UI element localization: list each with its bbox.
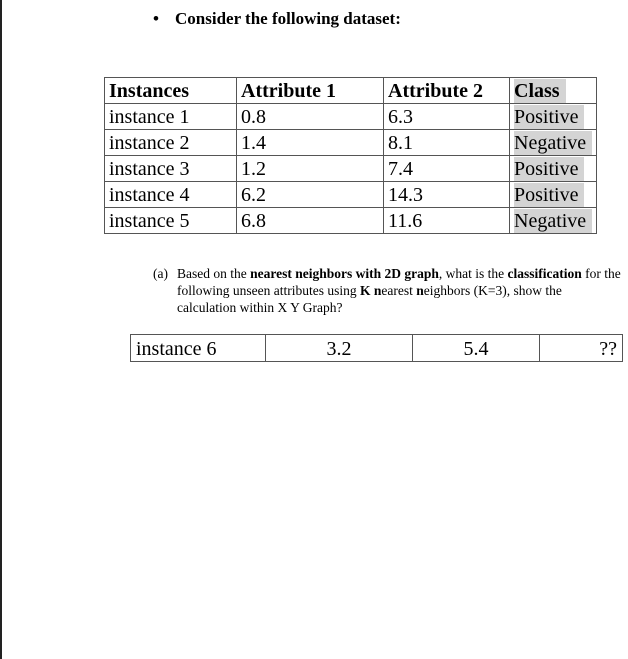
cell-class <box>510 208 597 234</box>
cell-class <box>510 130 597 156</box>
unseen-instance-name: instance 6 <box>131 335 266 362</box>
header-class-label: Class <box>514 79 566 103</box>
question-bold-part: nearest neighbors with 2D graph <box>250 266 439 281</box>
cell-class <box>510 156 597 182</box>
question-text-part: Based on the <box>177 266 251 281</box>
table-row <box>105 156 597 182</box>
bullet-icon: • <box>153 9 159 28</box>
cell-attribute-2: 6.3 <box>384 104 510 130</box>
header-class <box>510 78 597 104</box>
table-header-row <box>105 78 597 104</box>
cell-attribute-2: 14.3 <box>384 182 510 208</box>
question-text-part: for the following unseen attributes using <box>177 266 621 298</box>
cell-attribute-2: 8.1 <box>384 130 510 156</box>
cell-attribute-1: 6.8 <box>237 208 384 234</box>
cell-attribute-1: 1.2 <box>237 156 384 182</box>
intro-line <box>153 9 401 29</box>
intro-text: Consider the following dataset: <box>175 9 401 28</box>
cell-attribute-2: 7.4 <box>384 156 510 182</box>
unseen-class: ?? <box>540 335 623 362</box>
cell-instance: instance 5 <box>105 208 237 234</box>
class-label: Negative <box>514 209 592 233</box>
question-text-part: , what is the <box>438 266 508 281</box>
question-bold-part: K <box>359 283 371 298</box>
class-label: Positive <box>514 157 584 181</box>
class-label: Negative <box>514 131 592 155</box>
class-label: Positive <box>514 105 584 129</box>
unseen-attribute-2: 5.4 <box>413 335 540 362</box>
cell-attribute-1: 1.4 <box>237 130 384 156</box>
unseen-attribute-1: 3.2 <box>266 335 413 362</box>
table-row <box>131 335 623 362</box>
cell-attribute-2: 11.6 <box>384 208 510 234</box>
cell-instance: instance 4 <box>105 182 237 208</box>
table-row <box>105 104 597 130</box>
cell-class <box>510 104 597 130</box>
class-label: Positive <box>514 183 584 207</box>
question-text <box>177 265 621 316</box>
cell-attribute-1: 6.2 <box>237 182 384 208</box>
page-left-border <box>0 0 2 659</box>
cell-class <box>510 182 597 208</box>
question-text-part: eighbors (K=3), show the calculation within X Y Graph? <box>177 283 562 315</box>
question-number: (a) <box>153 266 168 281</box>
question-bold-part: n <box>416 283 424 298</box>
table-row <box>105 130 597 156</box>
unseen-instance-table <box>130 334 623 362</box>
question-text-part: earest <box>381 283 417 298</box>
cell-instance: instance 1 <box>105 104 237 130</box>
header-attribute-2: Attribute 2 <box>384 78 510 104</box>
cell-attribute-1: 0.8 <box>237 104 384 130</box>
dataset-table <box>104 77 597 234</box>
question-a <box>153 265 621 316</box>
header-attribute-1: Attribute 1 <box>237 78 384 104</box>
question-bold-part: classification <box>507 266 582 281</box>
header-instances: Instances <box>105 78 237 104</box>
cell-instance: instance 2 <box>105 130 237 156</box>
cell-instance: instance 3 <box>105 156 237 182</box>
table-row <box>105 208 597 234</box>
question-bold-part: n <box>373 283 382 298</box>
table-row <box>105 182 597 208</box>
